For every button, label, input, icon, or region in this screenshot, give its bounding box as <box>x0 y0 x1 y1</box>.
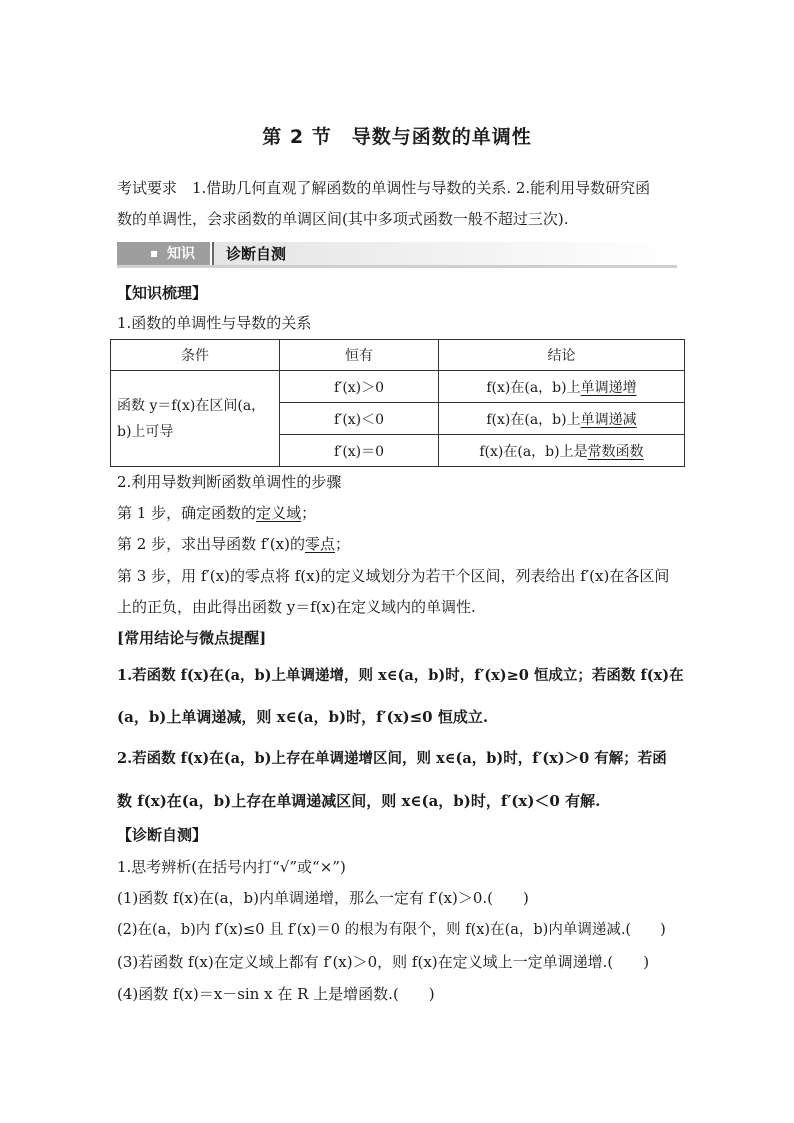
section-bar <box>117 242 677 266</box>
item1-heading: 1.函数的单调性与导数的关系 <box>117 314 312 332</box>
table-conclusion-cell <box>439 371 685 403</box>
step-1-text: 第 1 步，确定函数的 <box>117 504 257 522</box>
table-conclusion-cell <box>439 435 685 467</box>
step-1-suffix: ； <box>301 504 317 522</box>
table-header-row <box>111 340 685 371</box>
section-bar-heading-label: 诊断自测 <box>226 245 287 263</box>
conclusion-key: 单调递减 <box>580 411 637 428</box>
table-header-cell: 条件 <box>111 340 280 371</box>
tip-1-line-1: 1.若函数 f(x)在(a，b)上单调递增，则 x∈(a，b)时，f′(x)≥0 恒成立；若函数 f(x)在 <box>117 667 684 684</box>
step-2-key: 零点 <box>304 535 335 553</box>
question-item: (4)函数 f(x)＝x－sin x 在 R 上是增函数.( ) <box>117 985 435 1003</box>
step-2-suffix: ； <box>335 535 351 553</box>
tip-2-line-2: 数 f(x)在(a，b)上存在单调递减区间，则 x∈(a，b)时，f′(x)＜0 有解. <box>117 792 601 810</box>
table-conclusion-cell <box>439 403 685 435</box>
requirement-line-2: 数的单调性，会求函数的单调区间(其中多项式函数一般不超过三次). <box>117 210 569 228</box>
square-bullet-icon <box>151 251 157 257</box>
item2-heading: 2.利用导数判断函数单调性的步骤 <box>117 473 342 491</box>
step-2-text: 第 2 步，求出导函数 f′(x)的 <box>117 535 305 553</box>
question-item: (1)函数 f(x)在(a，b)内单调递增，那么一定有 f′(x)＞0.( ) <box>117 889 529 907</box>
section-bar-heading <box>212 242 679 266</box>
table-derivative-cell: f′(x)＞0 <box>280 371 439 403</box>
tips-heading: [常用结论与微点提醒] <box>117 629 267 647</box>
section-bar-underline <box>117 265 677 268</box>
step-1-key: 定义域 <box>256 504 302 522</box>
conclusion-key: 常数函数 <box>587 443 644 460</box>
step-3-line-1: 第 3 步，用 f′(x)的零点将 f(x)的定义域划分为若干个区间，列表给出 f′(x)在各区间 <box>117 567 670 585</box>
conclusion-key: 单调递增 <box>580 379 637 396</box>
table-condition-cell: 函数 y＝f(x)在区间(a，b)上可导 <box>111 371 280 467</box>
table-header-cell: 恒有 <box>280 340 439 371</box>
knowledge-heading: 【知识梳理】 <box>117 284 208 302</box>
conclusion-prefix: f(x)在(a，b)上 <box>486 411 581 428</box>
question-1-heading: 1.思考辨析(在括号内打“√”或“×”) <box>117 858 346 876</box>
step-3-line-2: 上的正负，由此得出函数 y＝f(x)在定义域内的单调性. <box>117 598 476 616</box>
step-1 <box>117 503 316 523</box>
step-2 <box>117 534 350 554</box>
conclusion-prefix: f(x)在(a，b)上 <box>486 379 581 396</box>
table-derivative-cell: f′(x)＝0 <box>280 435 439 467</box>
question-item: (3)若函数 f(x)在定义域上都有 f′(x)＞0，则 f(x)在定义域上一定单调递增.( ) <box>117 953 650 971</box>
diagnosis-heading: 【诊断自测】 <box>117 826 208 844</box>
requirement-line-1: 考试要求 1.借助几何直观了解函数的单调性与导数的关系. 2.能利用导数研究函 <box>117 179 651 197</box>
conclusion-prefix: f(x)在(a，b)上是 <box>479 443 588 460</box>
table-header-cell: 结论 <box>439 340 685 371</box>
section-title: 第 2 节 导数与函数的单调性 <box>262 126 532 148</box>
relation-table <box>110 339 685 467</box>
section-bar-tag <box>117 242 210 266</box>
tip-1-line-2: (a，b)上单调递减，则 x∈(a，b)时，f′(x)≤0 恒成立. <box>117 708 489 726</box>
section-bar-tag-label: 知识 <box>167 246 195 262</box>
table-row <box>111 371 685 403</box>
tip-2-line-1: 2.若函数 f(x)在(a，b)上存在单调递增区间，则 x∈(a，b)时，f′(x)＞0 有解；若函 <box>117 750 667 767</box>
table-derivative-cell: f′(x)＜0 <box>280 403 439 435</box>
question-item: (2)在(a，b)内 f′(x)≤0 且 f′(x)＝0 的根为有限个，则 f(x)在(a，b)内单调递减.( ) <box>117 922 666 938</box>
